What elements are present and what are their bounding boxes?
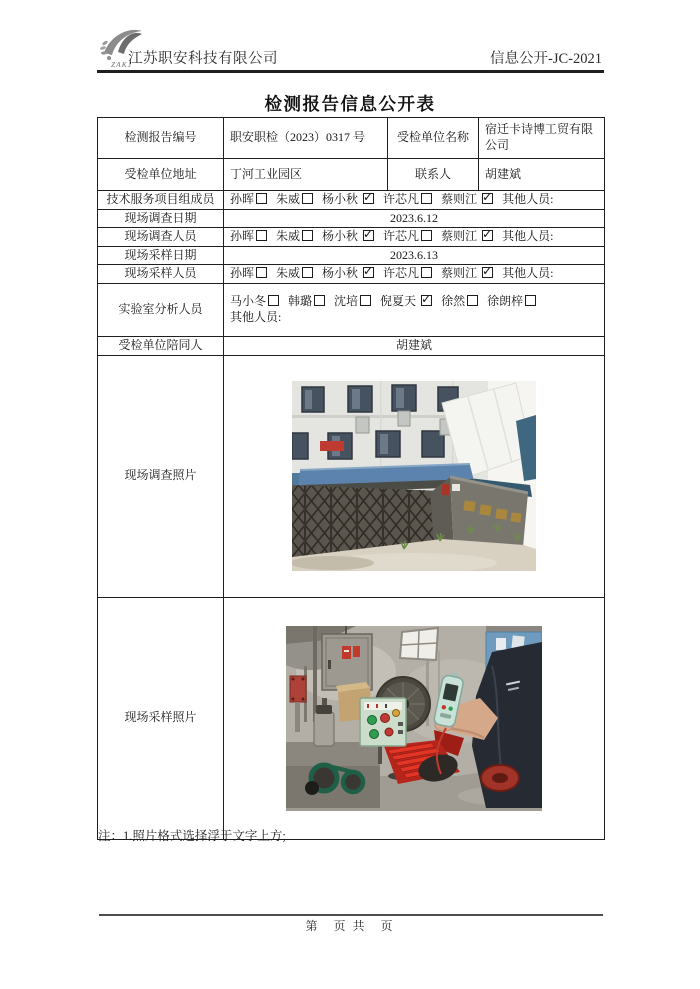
row-survey-staff <box>98 228 605 247</box>
checkbox-checked-icon <box>363 193 374 204</box>
member-name: 许芯凡 <box>383 192 420 206</box>
checkbox-empty-icon <box>268 295 279 306</box>
lab-staff-label: 实验室分析人员 <box>98 283 224 336</box>
team-member <box>322 266 374 280</box>
member-name: 倪夏天 <box>380 294 417 309</box>
team-member <box>288 294 325 308</box>
member-name: 沈培 <box>334 294 359 309</box>
survey-staff-members <box>224 228 605 247</box>
row-survey-photo <box>98 355 605 597</box>
team-member <box>441 266 493 280</box>
companion-value: 胡建斌 <box>224 336 605 355</box>
row-unit-addr <box>98 159 605 191</box>
member-name: 徐然 <box>441 294 466 309</box>
member-name: 朱威 <box>276 266 301 281</box>
checkbox-checked-icon <box>421 295 432 306</box>
checkbox-empty-icon <box>360 295 371 306</box>
team-member <box>334 294 371 308</box>
sampling-photo-image <box>286 626 542 811</box>
checkbox-checked-icon <box>363 230 374 241</box>
window <box>400 628 438 660</box>
report-no-value: 职安职检（2023）0317 号 <box>224 118 388 159</box>
checkbox-empty-icon <box>256 267 267 278</box>
team-member <box>230 294 279 308</box>
footer-divider <box>99 914 603 916</box>
member-name: 孙晖 <box>230 192 255 206</box>
companion-label: 受检单位陪同人 <box>98 336 224 355</box>
header-divider <box>97 70 604 73</box>
team-member <box>322 229 374 243</box>
team-member <box>487 294 536 308</box>
member-name: 蔡则江 <box>441 229 478 244</box>
survey-staff-label: 现场调查人员 <box>98 228 224 247</box>
survey-photo-cell <box>224 355 605 597</box>
team-member <box>230 229 267 243</box>
page-title: 检测报告信息公开表 <box>264 94 436 114</box>
sample-date-label: 现场采样日期 <box>98 246 224 265</box>
team-member <box>441 192 493 206</box>
row-sample-photo <box>98 597 605 839</box>
row-survey-date <box>98 209 605 228</box>
survey-photo-label: 现场调查照片 <box>98 355 224 597</box>
member-name: 杨小秋 <box>322 229 359 244</box>
row-lab-staff <box>98 283 605 336</box>
member-name: 孙晖 <box>230 229 255 244</box>
checkbox-empty-icon <box>302 230 313 241</box>
red-coil <box>481 765 519 791</box>
survey-date-value: 2023.6.12 <box>224 209 605 228</box>
sample-photo-cell <box>224 597 605 839</box>
checkbox-checked-icon <box>482 193 493 204</box>
member-name: 韩璐 <box>288 294 313 309</box>
checkbox-empty-icon <box>467 295 478 306</box>
team-member <box>276 192 313 206</box>
member-name: 许芯凡 <box>383 266 420 281</box>
row-companion <box>98 336 605 355</box>
contact-label: 联系人 <box>388 159 479 191</box>
checkbox-empty-icon <box>421 230 432 241</box>
member-name: 朱威 <box>276 229 301 244</box>
red-banner <box>320 441 344 451</box>
team-member <box>276 266 313 280</box>
checkbox-empty-icon <box>525 295 536 306</box>
member-name: 杨小秋 <box>322 192 359 206</box>
unit-name-label: 受检单位名称 <box>388 118 479 159</box>
team-members <box>224 191 605 210</box>
company-name: 江苏职安科技有限公司 <box>128 51 278 67</box>
member-name: 朱威 <box>276 192 301 206</box>
checkbox-checked-icon <box>482 267 493 278</box>
others-label: 其他人员: <box>502 192 554 206</box>
member-name: 杨小秋 <box>322 266 359 281</box>
checkbox-empty-icon <box>314 295 325 306</box>
team-member <box>322 192 374 206</box>
form-table-wrap <box>97 117 605 840</box>
team-member <box>383 192 432 206</box>
row-team <box>98 191 605 210</box>
survey-photo-image <box>292 381 536 571</box>
footnote: 注：1.照片格式选择浮于文字上方; <box>98 829 286 843</box>
checkbox-checked-icon <box>482 230 493 241</box>
checkbox-empty-icon <box>256 193 267 204</box>
doc-code: 信息公开-JC-2021 <box>490 51 602 67</box>
report-no-label: 检测报告编号 <box>98 118 224 159</box>
checkbox-empty-icon <box>421 193 432 204</box>
member-name: 马小冬 <box>230 294 267 309</box>
sample-date-value: 2023.6.13 <box>224 246 605 265</box>
checkbox-empty-icon <box>302 267 313 278</box>
sample-staff-members <box>224 265 605 284</box>
unit-addr-label: 受检单位地址 <box>98 159 224 191</box>
team-member <box>230 192 267 206</box>
member-name: 蔡则江 <box>441 192 478 206</box>
others-label: 其他人员: <box>230 309 282 324</box>
team-member <box>383 229 432 243</box>
unit-name-value: 宿迁卡诗博工贸有限公司 <box>479 118 605 159</box>
team-member <box>230 266 267 280</box>
member-name: 蔡则江 <box>441 266 478 281</box>
team-label: 技术服务项目组成员 <box>98 191 224 210</box>
survey-date-label: 现场调查日期 <box>98 209 224 228</box>
svg-text:ZAKJ: ZAKJ <box>111 60 133 69</box>
page-header <box>97 24 604 70</box>
member-name: 徐朗梓 <box>487 294 524 309</box>
team-member <box>276 229 313 243</box>
others-label: 其他人员: <box>502 266 554 281</box>
lab-staff-members <box>224 283 605 336</box>
team-member <box>380 294 432 308</box>
others-label: 其他人员: <box>502 229 554 244</box>
contact-value: 胡建斌 <box>479 159 605 191</box>
page-number: 第 页 共 页 <box>305 919 395 933</box>
row-sample-staff <box>98 265 605 284</box>
unit-addr-value: 丁河工业园区 <box>224 159 388 191</box>
member-name: 孙晖 <box>230 266 255 281</box>
checkbox-empty-icon <box>302 193 313 204</box>
electrical-cabinet <box>322 626 372 690</box>
sample-staff-label: 现场采样人员 <box>98 265 224 284</box>
team-member <box>383 266 432 280</box>
sample-photo-label: 现场采样照片 <box>98 597 224 839</box>
checkbox-empty-icon <box>421 267 432 278</box>
row-report-no <box>98 118 605 159</box>
team-member <box>441 229 493 243</box>
team-member <box>441 294 478 308</box>
checkbox-checked-icon <box>363 267 374 278</box>
form-table <box>97 117 605 840</box>
checkbox-empty-icon <box>256 230 267 241</box>
row-sample-date <box>98 246 605 265</box>
member-name: 许芯凡 <box>383 229 420 244</box>
